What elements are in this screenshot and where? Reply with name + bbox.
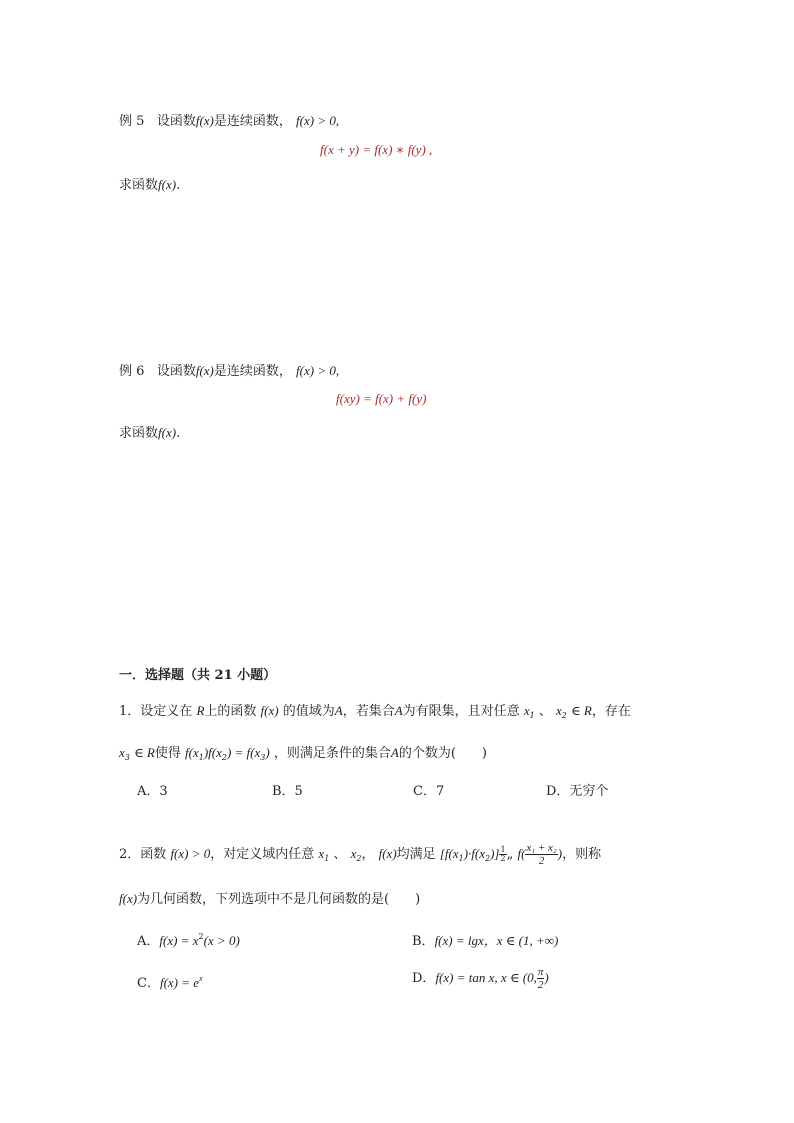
question-2-option-c[interactable]: C．$f(x) = e^x$ — [137, 974, 203, 991]
question-2-option-a[interactable]: A．$f(x) = x^2(x > 0)$ — [137, 932, 240, 949]
example-6-statement: 例 6 设函数f(x)是连续函数， f(x) > 0, — [119, 363, 340, 379]
question-1-option-b[interactable]: B．5 — [272, 784, 303, 799]
pi-over-2-fraction: $\frac{\pi}{2}$ — [537, 966, 544, 991]
example-6-equation: f(xy) = f(x) + f(y) — [336, 391, 427, 406]
question-1-option-d[interactable]: D．无穷个 — [546, 784, 609, 799]
section-heading: 一．选择题（共 21 小题） — [119, 668, 277, 683]
example-6-question: 求函数f(x). — [119, 425, 181, 441]
math-fx: f(x) — [195, 113, 214, 128]
question-2-line-1: 2．函数 f(x) > 0，对定义域内任意 $x_1$ 、 $x_2$， f(x)均满足 $[f(x_1)\cdot f(x_2)]$ $\frac{1}{2}$ „ f( $\frac{\text{x₁ + x₂}}{2}$ )，则称 — [119, 842, 602, 867]
question-1-option-c[interactable]: C．7 — [413, 784, 445, 799]
example-5-question: 求函数f(x). — [119, 177, 181, 193]
example-label: 例 6 — [119, 364, 145, 379]
question-1-line-2: $x_3$ ∈ R使得 $f(x_1)f(x_2) = f(x_3)$ ，则满足条件的集合A的个数为( ) — [119, 745, 487, 762]
example-5-equation: f(x + y) = f(x) ∗ f(y) , — [320, 142, 433, 157]
question-1-line-1: 1．设定义在 R上的函数 f(x) 的值域为A，若集合A为有限集，且对任意 $x_1$ 、 $x_2$ ∈ R，存在 — [119, 703, 631, 720]
question-2-option-b[interactable]: B．f(x) = lgx，x ∈ (1, +∞) — [412, 933, 559, 949]
example-label: 例 5 — [119, 114, 145, 129]
example-5-statement: 例 5 设函数f(x)是连续函数， f(x) > 0, — [119, 113, 340, 129]
question-number: 1． — [119, 704, 141, 719]
math-fx: f(x) — [195, 363, 214, 378]
question-2-line-2: f(x)为几何函数，下列选项中不是几何函数的是( ) — [119, 891, 421, 907]
exponent-fraction: $\frac{1}{2}$ — [500, 845, 506, 863]
math-condition: f(x) > 0, — [296, 363, 340, 378]
question-1-option-a[interactable]: A．3 — [137, 784, 168, 799]
mean-fraction: $\frac{\text{x₁ + x₂}}{2}$ — [526, 842, 557, 867]
question-2-option-d[interactable]: D．f(x) = tan x, x ∈ (0, $\frac{\pi}{2}$ ) — [412, 966, 549, 991]
question-number: 2． — [119, 847, 141, 862]
math-condition: f(x) > 0, — [296, 113, 340, 128]
